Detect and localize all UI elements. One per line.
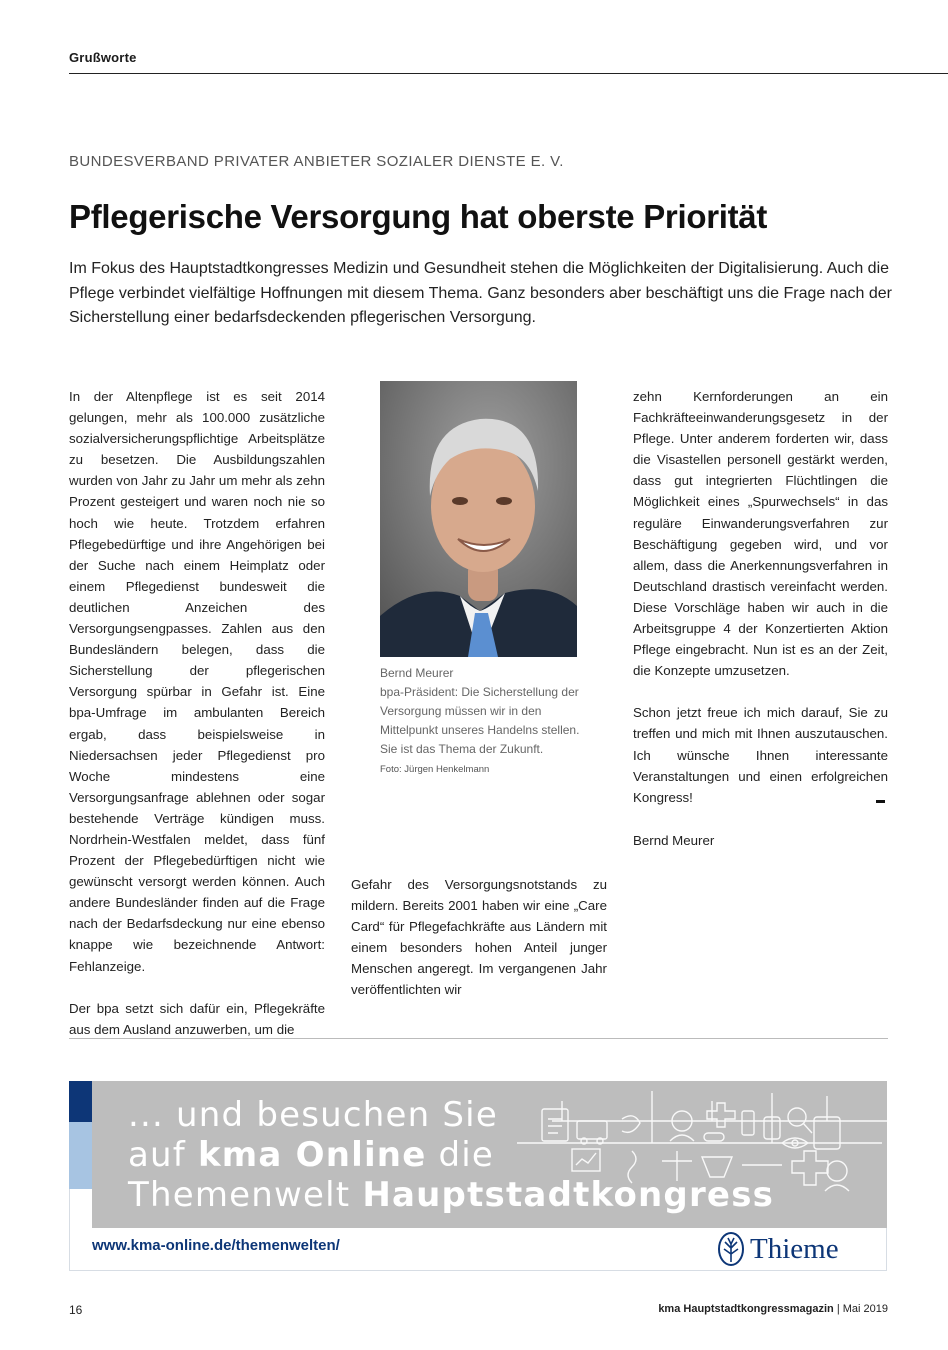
body-paragraph: zehn Kernforderungen an ein Fachkräfteeinwanderungsgesetz in der Pflege. Unter anderem forderten wir, dass die Visastellen personell gestärkt werden, dass gut integrierten Flüchtlingen die Möglichkeit eines „Spurwechsels“ in das reguläre Einwanderungsverfahren zur Beschäftigung gegeben wird, und vor allem, dass die Anerkennungsverfahren in Deutschland drastisch vereinfacht werden. Diese Vorschläge haben wir auch in die Arbeitsgruppe 4 der Konzertierten Aktion Pflege eingebracht. Nun ist es an der Zeit, die Konzepte umzusetzen. (633, 389, 888, 679)
body-paragraph: In der Altenpflege ist es seit 2014 gelungen, mehr als 100.000 zusätzliche sozialversicherungspflichtige Arbeitsplätze zu besetzen. Die Ausbildungszahlen wurden von Jahr zu Jahr um mehr als zehn Prozent gesteigert und waren noch nie so hoch wie heute. Trotzdem erfahren Pflegebedürftige und ihre Angehörigen bei der Suche nach einem Heimplatz oder einem Pflegedienst bundesweit die deutlichen Anzeichen des Versorgungsengpasses. Zahlen aus den Bundesländern belegen, dass die Sicherstellung der pflegerischen Versorgung spürbar in Gefahr ist. Eine bpa-Umfrage im ambulanten Bereich ergab, dass beispielsweise in Niedersachsen jeder Pflegedienst pro Woche mindestens eine Versorgungsanfrage ablehnen oder sogar bestehende Verträge kündigen muss. Nordrhein-Westfalen meldet, dass fünf Prozent der Pflegebedürftigen nicht wie gewünscht versorgt werden können. Auch andere Bundesländer finden auf die Frage nach der Bedarfsdeckung nur eine ebenso knappe wie bezeichnende Antwort: Fehlanzeige. (69, 389, 325, 974)
section-label: Grußworte (69, 50, 137, 65)
body-column-2 (351, 874, 607, 1001)
body-paragraph: Gefahr des Versorgungsnotstands zu mildern. Bereits 2001 haben wir eine „Care Card“ für Pflegefachkräfte aus Ländern mit einem besonders hohen Anteil junger Menschen angeregt. Im vergangenen Jahr veröffentlichten wir (351, 877, 607, 998)
content-divider (69, 1038, 888, 1039)
footer-publication (658, 1303, 888, 1315)
banner-line-1: ... und besuchen Sie (128, 1095, 498, 1135)
author-signature: Bernd Meurer (633, 833, 715, 848)
banner-line-3: Themenwelt Hauptstadtkongress (128, 1175, 775, 1215)
banner-accent-dark (69, 1081, 92, 1122)
page-number: 16 (69, 1303, 83, 1317)
footer-issue: Mai 2019 (842, 1303, 888, 1315)
body-column-3 (633, 386, 888, 808)
article-kicker: BUNDESVERBAND PRIVATER ANBIETER SOZIALER DIENSTE E. V. (69, 153, 564, 170)
banner-line-2: auf kma Online die (128, 1135, 495, 1175)
article-headline: Pflegerische Versorgung hat oberste Priorität (69, 198, 768, 235)
footer-separator: | (836, 1303, 840, 1315)
thieme-wordmark: Thieme (750, 1232, 839, 1265)
body-column-1 (69, 386, 325, 1040)
photo-credit: Foto: Jürgen Henkelmann (380, 764, 490, 775)
portrait-photo (380, 381, 577, 657)
banner-accent-light (69, 1122, 92, 1189)
body-paragraph: Schon jetzt freue ich mich darauf, Sie zu treffen und mich mit Ihnen auszutauschen. Ich wünsche Ihnen interessante Veranstaltungen und einen erfolgreichen Kongress! (633, 705, 888, 805)
header-divider (69, 73, 948, 74)
thieme-logo (718, 1232, 839, 1266)
portrait-illustration (380, 381, 577, 657)
caption-name: Bernd Meurer (380, 666, 454, 680)
photo-caption (380, 664, 580, 777)
article-end-mark (876, 800, 885, 803)
caption-text: bpa-Präsident: Die Sicherstellung der Versorgung müssen wir in den Mittelpunkt unseres Handelns stellen. Sie ist das Thema der Zukunft. (380, 685, 580, 756)
banner-headline (128, 1095, 774, 1215)
thieme-tree-icon (718, 1232, 744, 1266)
body-paragraph: Der bpa setzt sich dafür ein, Pflegekräfte aus dem Ausland anzuwerben, um die (69, 1000, 325, 1037)
banner-url-link[interactable]: www.kma-online.de/themenwelten/ (92, 1237, 340, 1254)
footer-magazine: kma Hauptstadtkongressmagazin (658, 1303, 834, 1315)
article-lead: Im Fokus des Hauptstadtkongresses Medizin und Gesundheit stehen die Möglichkeiten der Digitalisierung. Auch die Pflege verbindet vielfältige Hoffnungen mit diesem Thema. Ganz besonders aber beschäftigt uns die Frage nach der Sicherstellung einer bedarfsdeckenden pflegerischen Versorgung. (69, 260, 893, 326)
